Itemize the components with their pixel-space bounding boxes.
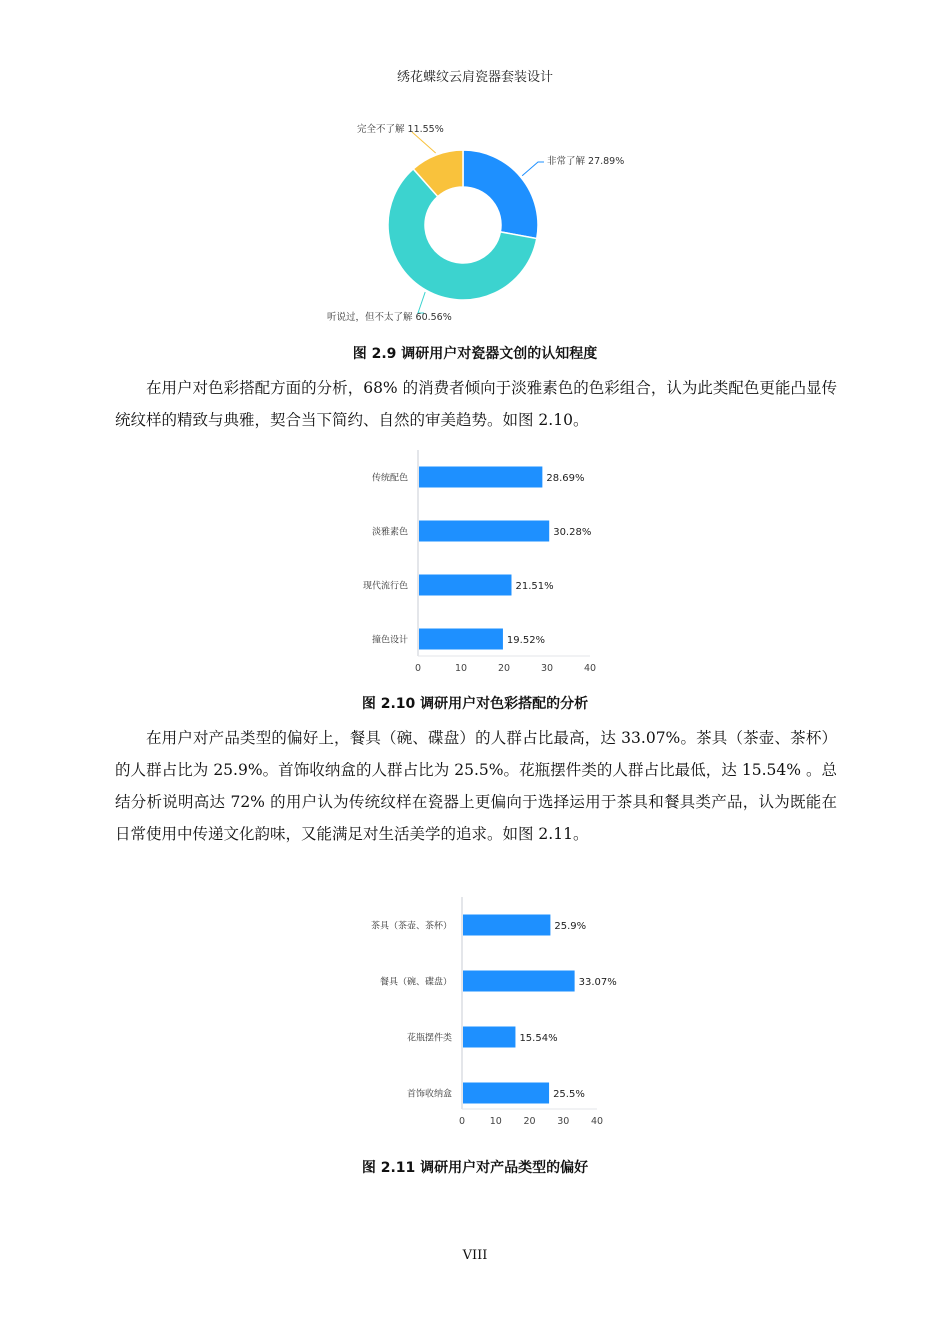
x-tick-label-2: 20 <box>497 663 511 674</box>
bar-2 <box>419 575 511 596</box>
value-label-0: 25.9% <box>554 921 587 932</box>
donut-slices <box>388 150 538 300</box>
category-label-1: 淡雅素色 <box>371 527 408 538</box>
bar-chart-color <box>330 450 620 685</box>
chart-bars <box>363 450 596 674</box>
donut-chart <box>300 110 660 335</box>
donut-label-2: 完全不了解 11.55% <box>357 124 444 135</box>
bar-3 <box>463 1083 549 1104</box>
x-tick-label-0: 0 <box>458 1116 466 1127</box>
value-label-2: 21.51% <box>515 581 554 592</box>
x-tick-label-3: 30 <box>557 1116 570 1127</box>
category-label-0: 茶具（茶壶、茶杯） <box>370 921 452 932</box>
category-label-3: 撞色设计 <box>371 635 408 646</box>
bar-chart-product <box>330 897 620 1137</box>
donut-label-0: 非常了解 27.89% <box>547 156 625 167</box>
category-label-2: 现代流行色 <box>362 581 408 592</box>
x-tick-label-4: 40 <box>583 663 597 674</box>
x-tick-label-3: 30 <box>540 663 554 674</box>
x-tick-label-2: 20 <box>523 1116 536 1127</box>
donut-leader-0 <box>522 162 544 176</box>
x-tick-label-1: 10 <box>489 1116 502 1127</box>
value-label-3: 25.5% <box>553 1089 585 1100</box>
bar-3 <box>419 629 503 650</box>
bar-2 <box>463 1027 515 1048</box>
category-label-2: 花瓶摆件类 <box>406 1033 452 1044</box>
chart-bars <box>371 897 617 1127</box>
value-label-0: 28.69% <box>546 473 585 484</box>
value-label-1: 30.28% <box>553 527 592 538</box>
category-label-0: 传统配色 <box>371 473 408 484</box>
value-label-3: 19.52% <box>506 635 546 646</box>
paragraph-text: 在用户对产品类型的偏好上，餐具（碗、碟盘）的人群占比最高，达 33.07%。茶具（茶壶、茶杯）的人群占比为 25.9%。首饰收纳盒的人群占比为 25.5%。花瓶摆件类的人群占比最低，达 15.54% 。总结分析说明高达 72% 的用户认为传统纹样在瓷器上更偏向于选择运用于茶具和餐具类产品，认为既能在日常使用中传递文化韵味，又能满足对生活美学的追求。如图 2.11。 <box>115 729 837 843</box>
bar-1 <box>463 971 575 992</box>
paragraph-color-analysis <box>115 372 837 436</box>
donut-leader-1 <box>418 292 425 313</box>
donut-slice-0 <box>463 150 538 239</box>
donut-leader-2 <box>412 132 436 153</box>
page-number: VIII <box>462 1248 488 1263</box>
figure-caption-2-11: 图 2.11 调研用户对产品类型的偏好 <box>361 1160 589 1176</box>
x-tick-label-0: 0 <box>414 663 422 674</box>
bar-1 <box>419 521 549 542</box>
figure-caption-2-10: 图 2.10 调研用户对色彩搭配的分析 <box>361 696 589 712</box>
x-tick-label-1: 10 <box>454 663 468 674</box>
value-label-1: 33.07% <box>578 977 617 988</box>
donut-label-1: 听说过，但不太了解 60.56% <box>327 312 452 323</box>
bar-0 <box>463 915 550 936</box>
figure-caption-2-9: 图 2.9 调研用户对瓷器文创的认知程度 <box>352 346 598 362</box>
value-label-2: 15.54% <box>519 1033 558 1044</box>
category-label-1: 餐具（碗、碟盘） <box>379 977 452 988</box>
bar-0 <box>419 467 542 488</box>
x-tick-label-4: 40 <box>590 1116 604 1127</box>
paragraph-text: 在用户对色彩搭配方面的分析，68% 的消费者倾向于淡雅素色的色彩组合，认为此类配色更能凸显传统纹样的精致与典雅，契合当下简约、自然的审美趋势。如图 2.10。 <box>115 379 837 429</box>
category-label-3: 首饰收纳盒 <box>406 1089 452 1100</box>
paragraph-product-preference <box>115 722 837 850</box>
running-header: 绣花蝶纹云肩瓷器套装设计 <box>396 70 553 85</box>
